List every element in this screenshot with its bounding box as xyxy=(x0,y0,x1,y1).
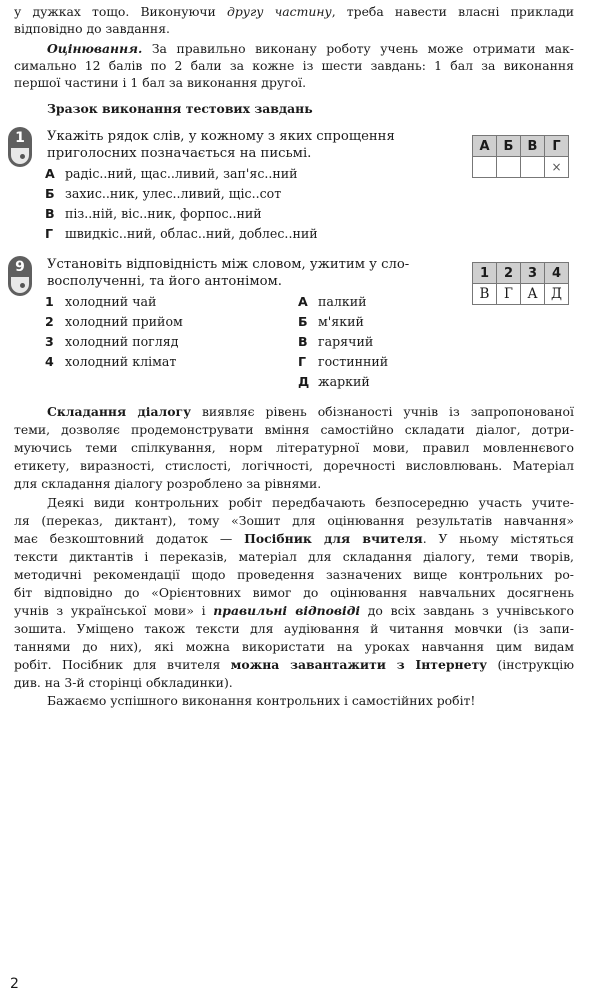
q9-left-item-1: 1 холодний чай xyxy=(45,294,157,309)
body-p2-line-8: зошита. Уміщено також тексти для аудіювання й читання мовчки (із запи- xyxy=(14,621,574,636)
question-9-badge xyxy=(8,256,32,296)
body-p2-line-2: ля (переказ, диктант), тому «Зошит для оцінювання результатів навчання» xyxy=(14,513,574,528)
body-p2-line-1: Деякі види контрольних робіт передбачають безпосередню участь учите- xyxy=(47,495,574,510)
question-1-text-line-2: приголосних позначається на письмі. xyxy=(47,146,312,161)
q9-right-item-b: Б м'який xyxy=(298,314,364,329)
page-number: 2 xyxy=(10,976,19,992)
body-p1-line-5: для складання діалогу розроблено за рівнями. xyxy=(14,476,322,491)
intro-line-3: Оцінювання. За правильно виконану роботу учень може отримати мак- xyxy=(47,41,574,56)
intro-line-5: першої частини і 1 бал за виконання другої. xyxy=(14,75,307,90)
answer-cell[interactable]: В xyxy=(473,284,497,305)
body-p1-line-4: етикету, виразності, стислості, логічності, доречності висловлювань. Матеріал xyxy=(14,458,574,473)
q1-option-c: В піз..ній, віс..ник, форпос..ний xyxy=(45,206,262,221)
body-p2-line-9: таннями до них), які можна використати на уроках навчання цим видам xyxy=(14,639,574,654)
q9-right-item-c: В гарячий xyxy=(298,334,374,349)
body-p2-line-10: робіт. Посібник для вчителя можна завантажити з Інтернету (інструкцію xyxy=(14,657,574,672)
answer-cell-marked[interactable]: × xyxy=(545,157,569,178)
grid-header: 1 xyxy=(473,263,497,284)
grid-header: Г xyxy=(545,136,569,157)
question-9-text-line-2: восполученні, та його антонімом. xyxy=(47,274,282,289)
grid-header: А xyxy=(473,136,497,157)
question-1-number: 1 xyxy=(15,130,25,146)
q1-option-b: Б захис..ник, улес..ливий, щіс..сот xyxy=(45,186,282,201)
body-p2-line-11: див. на 3-й сторінці обкладинки). xyxy=(14,675,233,690)
q9-left-item-2: 2 холодний прийом xyxy=(45,314,183,329)
question-1-badge xyxy=(8,127,32,167)
q1-answer-grid xyxy=(472,135,569,178)
grid-header: 4 xyxy=(545,263,569,284)
answer-cell[interactable]: А xyxy=(521,284,545,305)
body-p2-line-4: тексти диктантів і переказів, матеріал для складання діалогу, теми творів, xyxy=(14,549,574,564)
intro-line-1: у дужках тощо. Виконуючи другу частину, треба навести власні приклади xyxy=(14,4,574,19)
q9-right-item-e: Д жаркий xyxy=(298,374,370,389)
q1-option-a: А радіс..ний, щас..ливий, зап'яс..ний xyxy=(45,166,298,181)
closing-line: Бажаємо успішного виконання контрольних і самостійних робіт! xyxy=(47,693,476,708)
body-p1-line-1: Складання діалогу виявляє рівень обізнаності учнів із запропонованої xyxy=(47,404,574,419)
answer-cell[interactable]: Г xyxy=(497,284,521,305)
q9-left-item-3: 3 холодний погляд xyxy=(45,334,179,349)
answer-cell[interactable] xyxy=(497,157,521,178)
body-p2-line-7: учнів з української мови» і правильні відповіді до всіх завдань з учнівського xyxy=(14,603,574,618)
q9-right-item-a: А палкий xyxy=(298,294,367,309)
question-9-number: 9 xyxy=(15,259,25,275)
answer-cell[interactable]: Д xyxy=(545,284,569,305)
q1-option-d: Г швидкіс..ний, облас..ний, доблес..ний xyxy=(45,226,318,241)
intro-line-4: симально 12 балів по 2 бали за кожне із шести завдань: 1 бал за виконання xyxy=(14,58,574,73)
question-1-text-line-1: Укажіть рядок слів, у кожному з яких спрощення xyxy=(47,129,395,144)
answer-cell[interactable] xyxy=(521,157,545,178)
grid-header: 3 xyxy=(521,263,545,284)
answer-cell[interactable] xyxy=(473,157,497,178)
grid-header: Б xyxy=(497,136,521,157)
body-p1-line-2: теми, дозволяє продемонструвати вміння самостійно складати діалог, дотри- xyxy=(14,422,574,437)
q9-left-item-4: 4 холодний клімат xyxy=(45,354,177,369)
question-9-text-line-1: Установіть відповідність між словом, ужитим у сло- xyxy=(47,257,410,272)
grid-header: В xyxy=(521,136,545,157)
sample-heading: Зразок виконання тестових завдань xyxy=(47,101,313,116)
dot-icon xyxy=(20,283,25,288)
intro-line-2: відповідно до завдання. xyxy=(14,21,170,36)
grid-header: 2 xyxy=(497,263,521,284)
body-p1-line-3: муючись теми спілкування, норм літературної мови, правил мовленнєвого xyxy=(14,440,574,455)
body-p2-line-3: має безкоштовний додаток — Посібник для вчителя. У ньому містяться xyxy=(14,531,574,546)
q9-right-item-d: Г гостинний xyxy=(298,354,389,369)
body-p2-line-6: біт відповідно до «Орієнтовних вимог до оцінювання навчальних досягнень xyxy=(14,585,574,600)
dot-icon xyxy=(20,154,25,159)
q9-answer-grid xyxy=(472,262,569,305)
body-p2-line-5: методичні рекомендації щодо проведення зазначених вище контрольних ро- xyxy=(14,567,574,582)
